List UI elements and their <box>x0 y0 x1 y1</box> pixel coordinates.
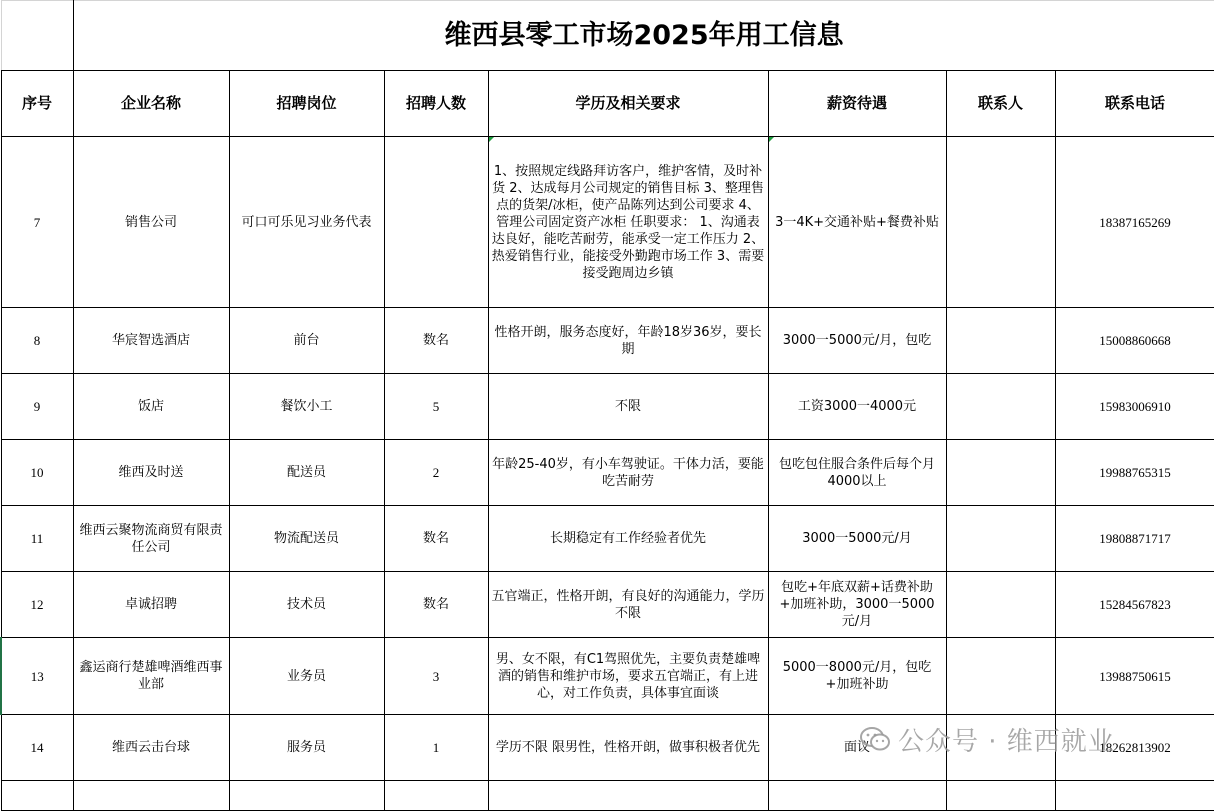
cell-requirements[interactable]: 性格开朗，服务态度好，年龄18岁36岁，要长期 <box>488 308 768 374</box>
cell-phone[interactable]: 19808871717 <box>1055 506 1214 572</box>
empty-cell[interactable] <box>384 781 488 811</box>
cell-salary[interactable]: 包吃+年底双薪+话费补助+加班补助，3000一5000元/月 <box>768 572 946 638</box>
cell-count[interactable]: 数名 <box>384 308 488 374</box>
cell-requirements[interactable]: 学历不限 限男性，性格开朗，做事积极者优先 <box>488 715 768 781</box>
table-row <box>1 374 1214 440</box>
cell-company[interactable]: 维西云击台球 <box>73 715 229 781</box>
cell-index[interactable]: 8 <box>1 308 73 374</box>
cell-company[interactable]: 卓诚招聘 <box>73 572 229 638</box>
cell-contact[interactable] <box>946 638 1055 715</box>
header-count[interactable]: 招聘人数 <box>384 71 488 137</box>
cell-contact[interactable] <box>946 715 1055 781</box>
header-position[interactable]: 招聘岗位 <box>229 71 384 137</box>
table-row <box>1 638 1214 715</box>
cell-salary[interactable]: 面议 <box>768 715 946 781</box>
cell-company[interactable]: 华宸智选酒店 <box>73 308 229 374</box>
cell-position[interactable]: 技术员 <box>229 572 384 638</box>
cell-salary[interactable]: 5000一8000元/月，包吃+加班补助 <box>768 638 946 715</box>
table-row <box>1 506 1214 572</box>
header-salary[interactable]: 薪资待遇 <box>768 71 946 137</box>
header-index[interactable]: 序号 <box>1 71 73 137</box>
cell-phone[interactable]: 18262813902 <box>1055 715 1214 781</box>
cell-phone[interactable]: 18387165269 <box>1055 137 1214 308</box>
cell-contact[interactable] <box>946 506 1055 572</box>
cell-salary[interactable]: 3000一5000元/月 <box>768 506 946 572</box>
cell-position[interactable]: 可口可乐见习业务代表 <box>229 137 384 308</box>
cell-phone[interactable]: 15983006910 <box>1055 374 1214 440</box>
header-contact[interactable]: 联系人 <box>946 71 1055 137</box>
cell-requirements[interactable]: 年龄25-40岁，有小车驾驶证。干体力活，要能吃苦耐劳 <box>488 440 768 506</box>
cell-index[interactable]: 13 <box>1 638 73 715</box>
cell-count[interactable]: 2 <box>384 440 488 506</box>
cell-contact[interactable] <box>946 572 1055 638</box>
cell-requirements[interactable]: 不限 <box>488 374 768 440</box>
cell-count[interactable]: 数名 <box>384 506 488 572</box>
cell-index[interactable]: 14 <box>1 715 73 781</box>
cell-salary[interactable]: 包吃包住服合条件后每个月4000以上 <box>768 440 946 506</box>
cell-company[interactable]: 销售公司 <box>73 137 229 308</box>
cell-count[interactable]: 3 <box>384 638 488 715</box>
cell-requirements[interactable]: 五官端正，性格开朗，有良好的沟通能力，学历不限 <box>488 572 768 638</box>
cell-index[interactable]: 10 <box>1 440 73 506</box>
header-company[interactable]: 企业名称 <box>73 71 229 137</box>
empty-cell[interactable] <box>946 781 1055 811</box>
empty-cell[interactable] <box>1055 781 1214 811</box>
cell-position[interactable]: 物流配送员 <box>229 506 384 572</box>
cell-requirements[interactable]: 男、女不限，有C1驾照优先，主要负责楚雄啤酒的销售和维护市场，要求五官端正，有上进心，对工作负责，具体事宜面谈 <box>488 638 768 715</box>
cell-company[interactable]: 饭店 <box>73 374 229 440</box>
header-requirements[interactable]: 学历及相关要求 <box>488 71 768 137</box>
cell-count[interactable]: 1 <box>384 715 488 781</box>
cell-position[interactable]: 业务员 <box>229 638 384 715</box>
empty-cell[interactable] <box>229 781 384 811</box>
watermark-text: 公众号 · 维西就业 <box>898 726 1115 757</box>
cell-position[interactable]: 餐饮小工 <box>229 374 384 440</box>
cell-position[interactable]: 前台 <box>229 308 384 374</box>
empty-cell[interactable] <box>1 781 73 811</box>
empty-cell[interactable] <box>488 781 768 811</box>
cell-position[interactable]: 服务员 <box>229 715 384 781</box>
table-row <box>1 781 1214 811</box>
cell-requirements[interactable]: 长期稳定有工作经验者优先 <box>488 506 768 572</box>
cell-index[interactable]: 9 <box>1 374 73 440</box>
cell-contact[interactable] <box>946 374 1055 440</box>
corner-cell[interactable] <box>1 1 73 71</box>
cell-phone[interactable]: 13988750615 <box>1055 638 1214 715</box>
cell-phone[interactable]: 15284567823 <box>1055 572 1214 638</box>
table-row <box>1 715 1214 781</box>
cell-phone[interactable]: 19988765315 <box>1055 440 1214 506</box>
cell-contact[interactable] <box>946 440 1055 506</box>
cell-company[interactable]: 维西及时送 <box>73 440 229 506</box>
cell-company[interactable]: 鑫运商行楚雄啤酒维西事业部 <box>73 638 229 715</box>
cell-contact[interactable] <box>946 137 1055 308</box>
empty-cell[interactable] <box>768 781 946 811</box>
header-phone[interactable]: 联系电话 <box>1055 71 1214 137</box>
cell-index[interactable]: 11 <box>1 506 73 572</box>
cell-contact[interactable] <box>946 308 1055 374</box>
cell-company[interactable]: 维西云聚物流商贸有限责任公司 <box>73 506 229 572</box>
cell-count[interactable]: 5 <box>384 374 488 440</box>
cell-phone[interactable]: 15008860668 <box>1055 308 1214 374</box>
cell-salary[interactable]: 工资3000一4000元 <box>768 374 946 440</box>
cell-salary[interactable]: 3一4K+交通补贴+餐费补贴 <box>768 137 946 308</box>
cell-index[interactable]: 12 <box>1 572 73 638</box>
table-row <box>1 440 1214 506</box>
empty-cell[interactable] <box>73 781 229 811</box>
table-row <box>1 308 1214 374</box>
cell-requirements[interactable]: 1、按照规定线路拜访客户，维护客情，及时补货 2、达成每月公司规定的销售目标 3、整理售点的货架/冰柜，使产品陈列达到公司要求 4、 管理公司固定资产冰柜 任职要求： 1、沟通表达良好，能吃苦耐劳，能承受一定工作压力 2、热爱销售行业，能接受外勤跑市场工作 3、需要接受跑周边乡镇 <box>488 137 768 308</box>
cell-salary[interactable]: 3000一5000元/月，包吃 <box>768 308 946 374</box>
cell-index[interactable]: 7 <box>1 137 73 308</box>
cell-position[interactable]: 配送员 <box>229 440 384 506</box>
cell-count[interactable]: 数名 <box>384 572 488 638</box>
table-row <box>1 137 1214 308</box>
table-row <box>1 572 1214 638</box>
cell-count[interactable] <box>384 137 488 308</box>
sheet-title[interactable]: 维西县零工市场2025年用工信息 <box>73 1 1214 71</box>
